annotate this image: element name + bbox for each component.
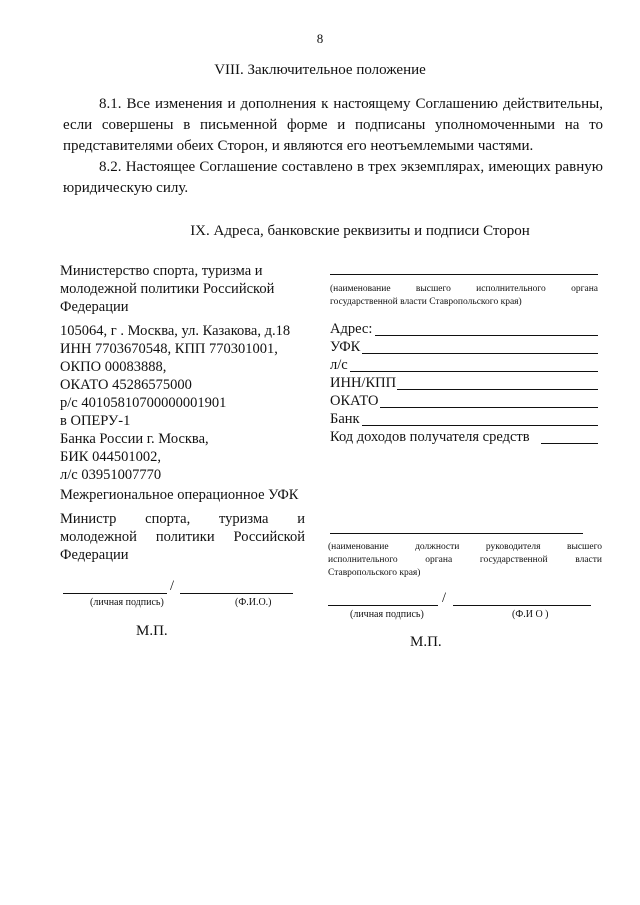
left-ufk-name: Межрегиональное операционное УФК bbox=[60, 487, 299, 503]
paragraph-8-1 bbox=[63, 94, 603, 157]
paragraph-line: 8.1. Все изменения и дополнения к настоящему Соглашению действительны, bbox=[99, 96, 603, 112]
left-fio-caption: (Ф.И.О.) bbox=[235, 597, 272, 608]
right-fio-line bbox=[453, 605, 591, 606]
left-signature-slash: / bbox=[170, 578, 175, 594]
right-position-caption bbox=[328, 541, 602, 580]
detail-line: р/с 40105810700000001901 bbox=[60, 395, 227, 411]
right-fio-caption: (Ф.И О ) bbox=[512, 609, 549, 620]
detail-line: 105064, г . Москва, ул. Казакова, д.18 bbox=[60, 323, 291, 339]
paragraph-line: если совершены в письменной форме и подписаны уполномоченными на то bbox=[63, 117, 603, 133]
detail-line: Банка России г. Москва, bbox=[60, 431, 209, 447]
detail-line: ОКАТО 45286575000 bbox=[60, 377, 192, 393]
left-stamp-place: М.П. bbox=[136, 623, 168, 639]
caption-line: (наименование должности руководителя высшего bbox=[328, 542, 602, 552]
right-signature-slash: / bbox=[442, 590, 447, 606]
paragraph-line: представителями обеих Сторон, и являются его неотъемлемыми частями. bbox=[63, 138, 534, 154]
left-signatory-title bbox=[60, 510, 305, 564]
right-stamp-place: М.П. bbox=[410, 634, 442, 650]
right-inn-kpp-line bbox=[397, 389, 598, 390]
left-signature-line bbox=[63, 593, 167, 594]
left-bank-details bbox=[60, 322, 290, 484]
caption-line: Ставропольского края) bbox=[328, 568, 421, 578]
right-income-code-line bbox=[541, 443, 598, 444]
detail-line: в ОПЕРУ-1 bbox=[60, 413, 131, 429]
right-position-line bbox=[330, 533, 583, 534]
signatory-line: Федерации bbox=[60, 547, 129, 563]
detail-line: ОКПО 00083888, bbox=[60, 359, 167, 375]
detail-line: БИК 044501002, bbox=[60, 449, 161, 465]
org-name-line: молодежной политики Российской bbox=[60, 281, 275, 297]
left-org-name bbox=[60, 262, 274, 316]
caption-line: (наименование высшего исполнительного органа bbox=[330, 284, 598, 294]
caption-line: государственной власти Ставропольского края) bbox=[330, 297, 522, 307]
right-address-label: Адрес: bbox=[330, 321, 373, 337]
detail-line: ИНН 7703670548, КПП 770301001, bbox=[60, 341, 278, 357]
right-signature-line bbox=[328, 605, 438, 606]
right-okato-line bbox=[380, 407, 598, 408]
section-9-title: IX. Адреса, банковские реквизиты и подписи Сторон bbox=[190, 223, 530, 239]
page-number: 8 bbox=[316, 31, 324, 46]
right-ufk-line bbox=[362, 353, 598, 354]
right-ufk-label: УФК bbox=[330, 339, 361, 355]
section-8-title: VIII. Заключительное положение bbox=[214, 62, 426, 78]
right-ls-label: л/с bbox=[330, 357, 348, 373]
right-ls-line bbox=[350, 371, 598, 372]
left-fio-line bbox=[180, 593, 293, 594]
paragraph-line: 8.2. Настоящее Соглашение составлено в трех экземплярах, имеющих равную bbox=[99, 159, 603, 175]
detail-line: л/с 03951007770 bbox=[60, 467, 162, 483]
paragraph-8-2 bbox=[63, 157, 603, 199]
right-okato-label: ОКАТО bbox=[330, 393, 379, 409]
right-signature-caption: (личная подпись) bbox=[350, 609, 424, 620]
caption-line: исполнительного органа государственной власти bbox=[328, 555, 602, 565]
right-inn-kpp-label: ИНН/КПП bbox=[330, 375, 397, 391]
org-name-line: Федерации bbox=[60, 299, 129, 315]
right-address-line bbox=[375, 335, 598, 336]
right-bank-line bbox=[362, 425, 598, 426]
signatory-line: молодежной политики Российской bbox=[60, 529, 305, 545]
paragraph-line: юридическую силу. bbox=[63, 180, 189, 196]
org-name-line: Министерство спорта, туризма и bbox=[60, 263, 263, 279]
right-org-name-line bbox=[330, 274, 598, 275]
signatory-line: Министр спорта, туризма и bbox=[60, 511, 305, 527]
left-signature-caption: (личная подпись) bbox=[90, 597, 164, 608]
right-org-name-caption bbox=[330, 283, 598, 309]
right-income-code-label: Код доходов получателя средств bbox=[330, 429, 530, 445]
right-bank-label: Банк bbox=[330, 411, 360, 427]
